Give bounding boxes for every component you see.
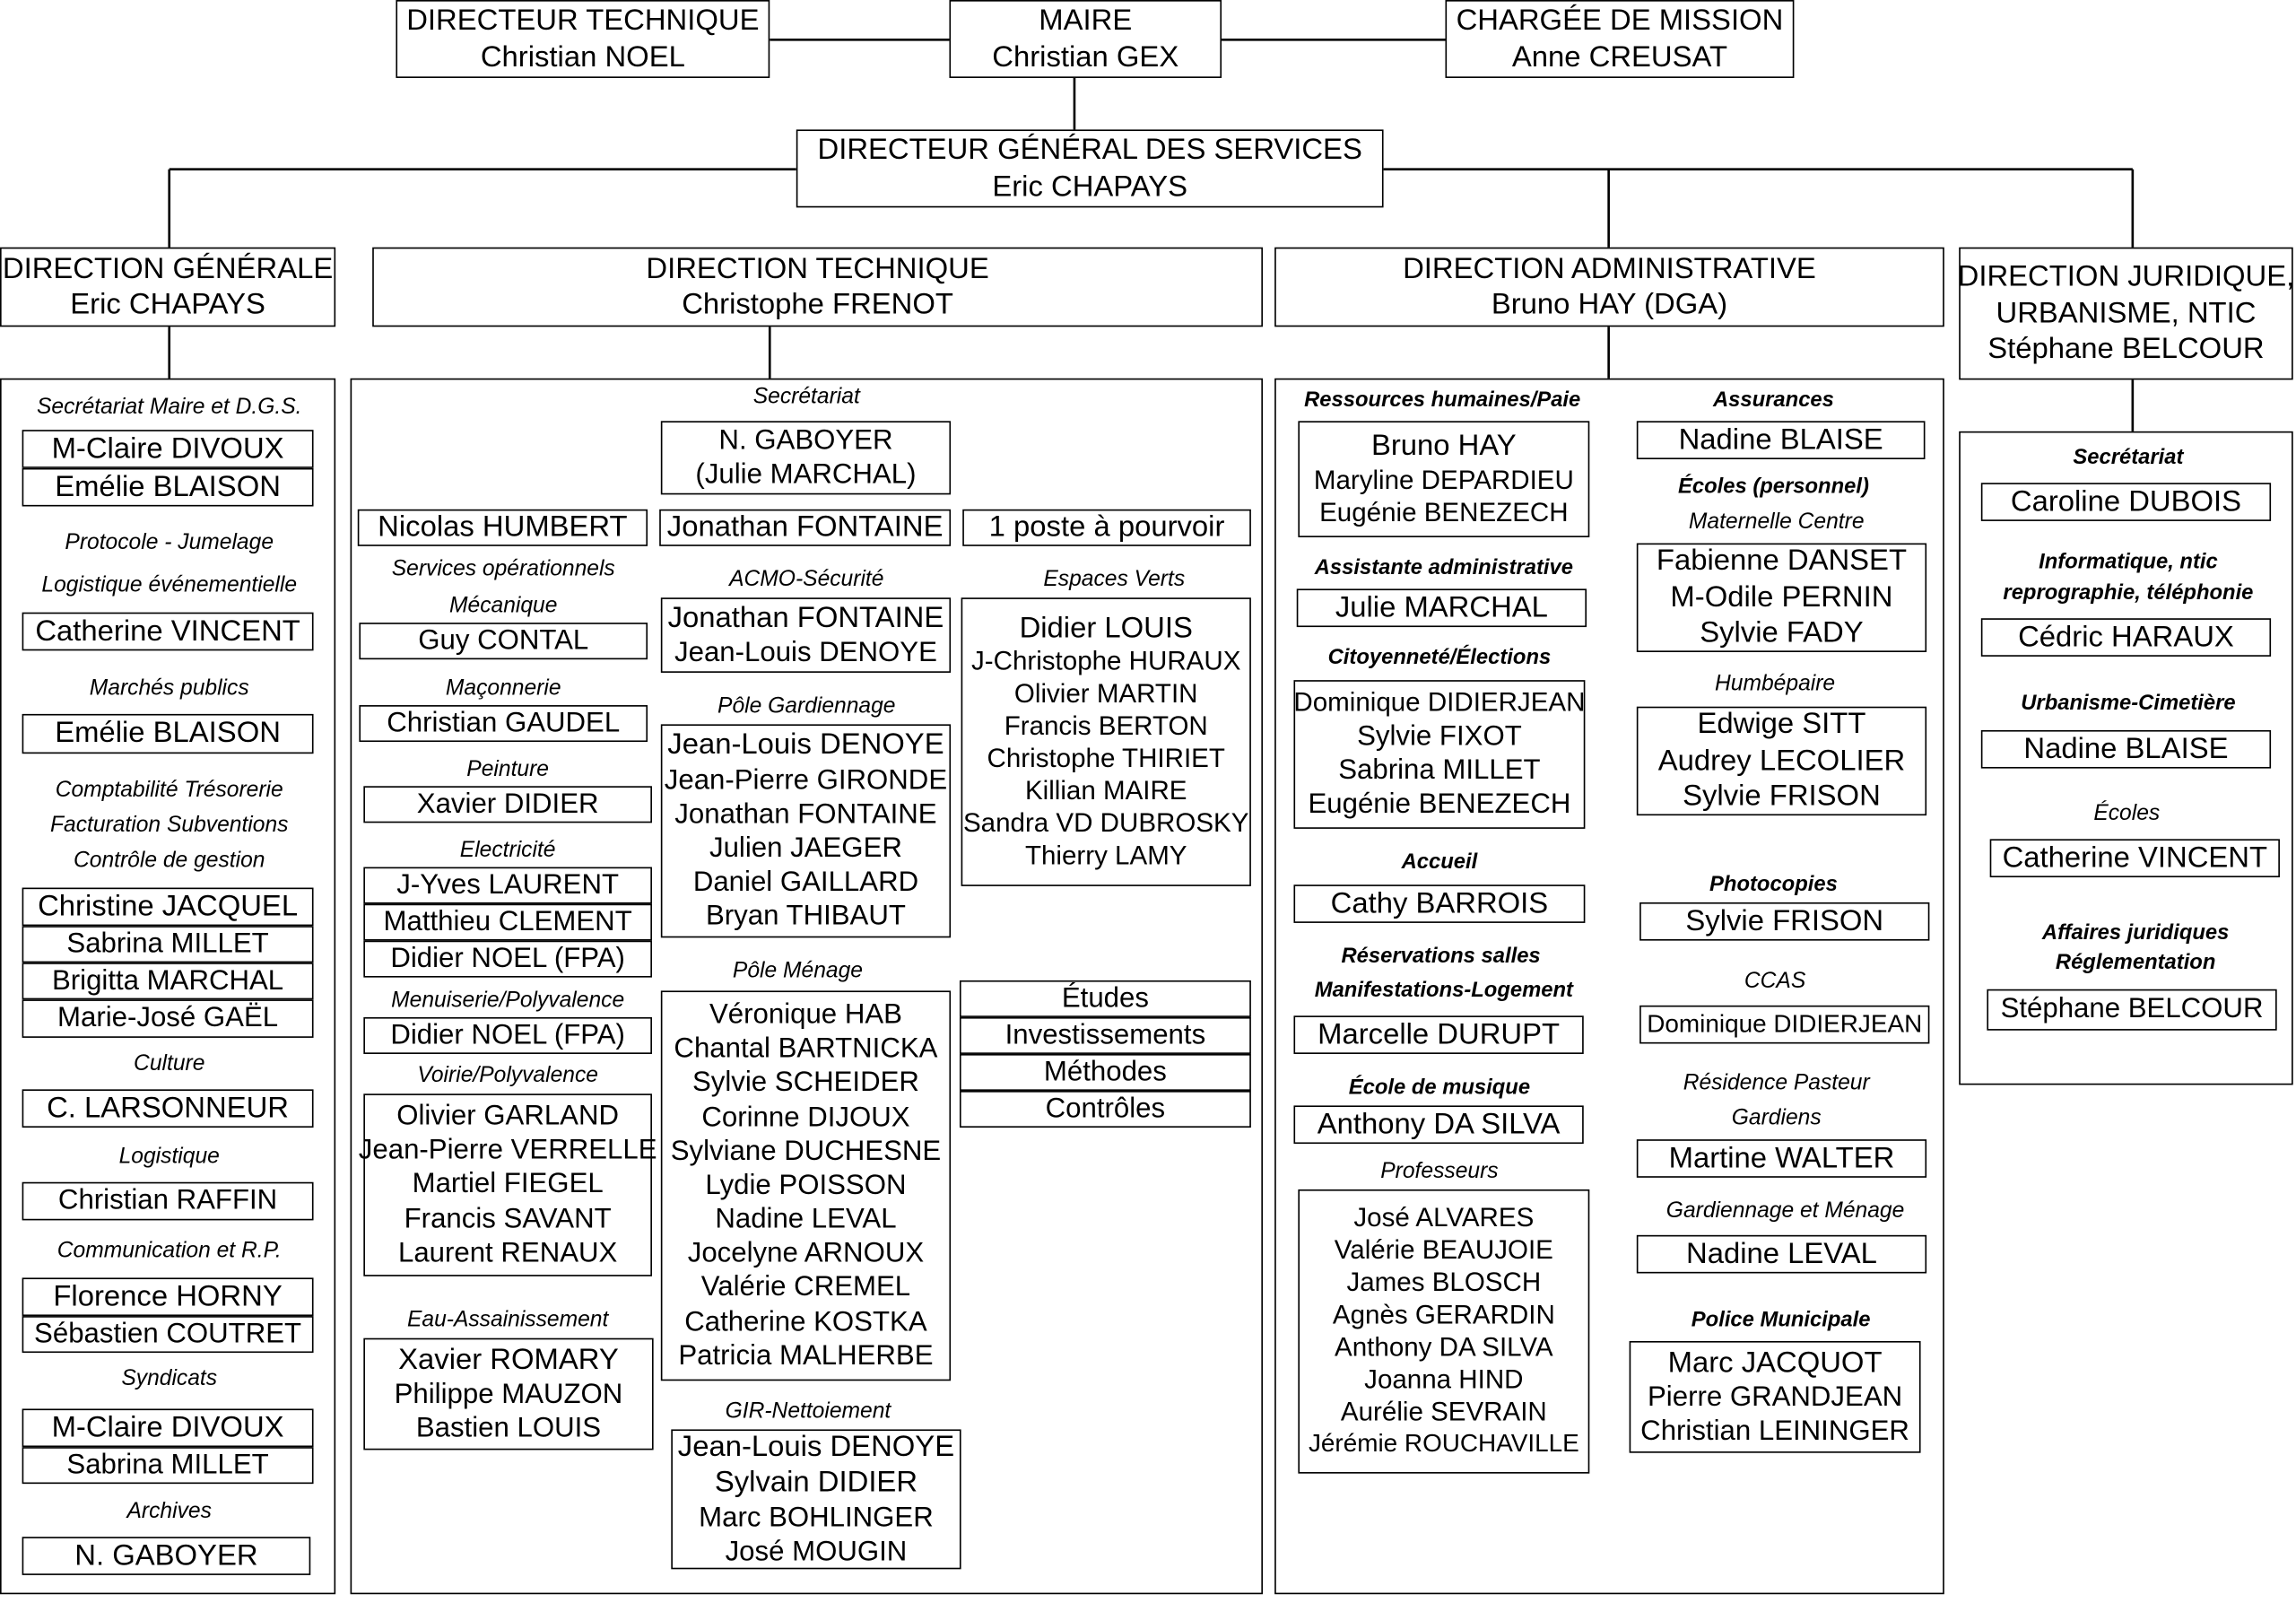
person-name: 1 poste à pourvoir [988,510,1225,544]
person-name: Sébastien COUTRET [34,1319,302,1350]
section-label: Secrétariat Maire et D.G.S. [36,394,302,420]
section-label: Pôle Ménage [732,958,863,984]
box-title: CHARGÉE DE MISSION [1456,4,1784,38]
person-name: Olivier MARTIN [1013,679,1198,709]
person-name: Christine JACQUEL [38,890,299,923]
person-name: Eugénie BENEZECH [1308,788,1571,821]
person-name: Caroline DUBOIS [2010,485,2242,518]
person-name: Brigitta MARCHAL [51,965,284,997]
person-box [1981,483,2271,521]
team-box [358,1093,657,1276]
person-name: Martiel FIEGEL [412,1169,604,1201]
person-name: Christian RAFFIN [57,1185,278,1217]
person-name: Florence HORNY [53,1280,283,1313]
person-name: Xavier ROMARY [398,1343,619,1376]
person-name: Christophe FRENOT [682,288,953,321]
person-name: Eugénie BENEZECH [1319,497,1569,527]
person-name: M-Claire DIVOUX [51,432,284,466]
person-name: Catherine VINCENT [35,614,300,648]
person-box [22,1408,314,1447]
section-label: Accueil [1401,850,1478,875]
person-name: Julie MARCHAL [1335,591,1548,624]
section-label: Voirie/Polyvalence [417,1062,598,1088]
person-box [22,963,314,999]
person-name: Sylvie FIXOT [1357,720,1522,753]
team-box [1637,544,1926,652]
section-label: Professeurs [1380,1158,1499,1184]
person-box [1297,588,1587,627]
person-name: Francis SAVANT [404,1203,612,1235]
function-box [960,1017,1251,1054]
person-name: Eric CHAPAYS [992,170,1188,203]
section-label: Communication et R.P. [57,1238,282,1264]
person-box [1990,839,2280,877]
person-name: (Julie MARCHAL) [695,459,917,491]
person-box [22,1537,311,1575]
section-label: Maternelle Centre [1688,509,1865,535]
person-box [1981,730,2271,769]
box-title-line1: DIRECTION JURIDIQUE, [1957,261,2295,294]
person-name: Patricia MALHERBE [678,1340,934,1372]
section-label: Logistique [118,1144,220,1169]
direction-technique-box [372,248,1263,327]
section-label: Police Municipale [1691,1308,1871,1333]
section-label: GIR-Nettoiement [725,1398,891,1424]
box-title: DIRECTION ADMINISTRATIVE [1403,252,1816,285]
team-box [661,597,951,673]
person-name: Nadine LEVAL [1686,1237,1877,1270]
person-name: Daniel GAILLARD [692,867,919,899]
person-box [22,1447,314,1484]
section-label: Electricité [459,837,556,863]
function-name: Contrôles [1045,1093,1166,1125]
person-box [659,510,951,546]
function-name: Investissements [1004,1020,1206,1051]
function-name: Méthodes [1043,1057,1167,1088]
team-box [363,1338,653,1451]
person-name: Sylvain DIDIER [714,1467,918,1500]
person-name: Aurélie SEVRAIN [1340,1397,1547,1427]
person-name: Marcelle DURUPT [1318,1018,1561,1051]
person-name: Sylvie SCHEIDER [691,1067,919,1099]
person-box [363,786,652,823]
section-label: Photocopies [1709,873,1838,897]
person-name: Olivier GARLAND [396,1101,620,1133]
section-label: Eau-Assainissement [406,1307,609,1333]
section-label: Citoyenneté/Élections [1327,646,1552,670]
person-box [1637,1235,1926,1274]
person-name: Guy CONTAL [418,625,589,657]
section-label: École de musique [1348,1076,1531,1100]
person-name: Dominique DIDIERJEAN [1293,686,1586,717]
section-label: Résidence Pasteur [1683,1070,1870,1095]
person-name: Eric CHAPAYS [70,288,265,321]
section-label: Ressources humaines/Paie [1304,388,1581,413]
person-name: Emélie BLAISON [55,717,281,750]
person-name: Corinne DIJOUX [701,1102,910,1133]
section-label: reprographie, téléphonie [2003,581,2254,605]
team-box [1293,680,1585,829]
person-name: Bruno HAY (DGA) [1491,288,1728,321]
person-name: Stéphane BELCOUR [1987,333,2265,366]
person-box [359,623,648,659]
section-label: Marchés publics [89,675,249,701]
person-box [1637,1139,1926,1178]
person-name: Sylviane DUCHESNE [670,1136,942,1167]
direction-generale-box [0,248,335,327]
function-name: Études [1061,983,1149,1015]
chargee-mission-box [1445,0,1794,78]
person-box [359,705,648,742]
person-name: J-Christophe HURAUX [971,647,1241,676]
person-name: J-Yves LAURENT [396,869,620,902]
directeur-technique-box [396,0,770,78]
person-box [363,1017,652,1054]
box-title: DIRECTEUR TECHNIQUE [406,4,760,38]
team-box [671,1429,961,1569]
person-name: Sandra VD DUBROSKY [962,808,1249,838]
person-name: Didier LOUIS [1019,612,1193,645]
person-box [22,468,314,507]
section-label: Services opérationnels [391,556,615,582]
person-name: Philippe MAUZON [394,1379,623,1411]
dgs-box [796,129,1384,207]
person-name: Nicolas HUMBERT [378,510,628,544]
team-box [1298,1189,1589,1474]
box-title-line2: URBANISME, NTIC [1996,297,2257,330]
person-box [22,430,314,468]
person-name: Jean-Louis DENOYE [674,637,937,669]
person-name: José ALVARES [1353,1203,1535,1233]
team-box [1637,707,1926,815]
section-label: Écoles [2093,800,2161,826]
person-name: Anthony DA SILVA [1335,1332,1553,1363]
person-name: Stéphane BELCOUR [2000,994,2264,1025]
section-label: Réglementation [2055,951,2216,975]
section-label: Espaces Verts [1043,566,1186,592]
section-label: Affaires juridiques [2041,921,2230,945]
section-label: Secrétariat [752,384,860,410]
section-label: Facturation Subventions [49,812,289,838]
section-label: Menuiserie/Polyvalence [391,988,625,1014]
person-name: Catherine VINCENT [2002,841,2268,875]
function-box [960,1054,1251,1091]
person-name: C. LARSONNEUR [47,1092,290,1125]
person-box [22,1089,314,1128]
person-name: N. GABOYER [718,424,893,457]
person-box [1639,902,1929,941]
team-box [1630,1341,1921,1453]
person-name: Christian GEX [992,40,1179,74]
person-name: Sylvie FRISON [1685,904,1884,938]
person-name: Didier NOEL (FPA) [390,943,625,975]
section-label: Écoles (personnel) [1677,475,1869,500]
person-name: Jocelyne ARNOUX [687,1238,925,1269]
person-name: Thierry LAMY [1024,841,1187,870]
person-box [22,613,314,651]
team-box [1298,421,1589,537]
person-name: Sabrina MILLET [1338,754,1541,787]
person-box [363,904,652,941]
person-name: José MOUGIN [725,1537,908,1568]
person-name: Emélie BLAISON [55,470,281,503]
person-name: Christian GAUDEL [387,708,621,739]
person-name: Laurent RENAUX [397,1237,618,1269]
person-name: Marie-José GAËL [57,1003,279,1034]
section-label: Gardiens [1731,1105,1822,1131]
person-box [358,510,648,546]
person-name: Jean-Pierre GIRONDE [664,764,948,797]
person-name: Marc BOHLINGER [699,1503,934,1534]
team-box [961,597,1251,886]
person-box [1293,1105,1583,1144]
person-name: Nadine BLAISE [1678,423,1883,457]
function-box [960,1091,1251,1128]
person-box [1987,989,2276,1031]
section-label: Mécanique [449,593,558,619]
person-name: Jonathan FONTAINE [667,601,944,634]
person-name: Sabrina MILLET [66,928,269,960]
person-box [22,1316,314,1353]
person-name: M-Odile PERNIN [1670,580,1893,614]
person-name: Christophe THIRIET [987,744,1225,773]
person-box [1293,884,1585,923]
person-box [1981,618,2271,657]
section-label: Syndicats [121,1365,218,1391]
person-name: Valérie CREMEL [700,1272,911,1304]
person-box [1293,1015,1583,1054]
section-label: Comptabilité Trésorerie [55,777,283,803]
section-label: Pôle Gardiennage [718,693,896,719]
person-name: Christian LEININGER [1640,1416,1909,1448]
person-box [22,999,314,1038]
person-name: Pierre GRANDJEAN [1648,1381,1903,1414]
section-label: Urbanisme-Cimetière [2021,692,2236,716]
person-name: Jean-Louis DENOYE [677,1430,955,1464]
person-name: Catherine KOSTKA [684,1306,927,1338]
person-name: Nadine BLAISE [2023,732,2229,766]
section-label: Assurances [1712,388,1834,413]
person-box [363,867,652,904]
maire-box [949,0,1222,78]
function-box [960,980,1251,1017]
vacant-post-box [962,510,1251,546]
person-box [1637,421,1926,459]
person-name: Valérie BEAUJOIE [1334,1235,1553,1266]
person-name: Agnès GERARDIN [1332,1300,1555,1330]
person-name: Julien JAEGER [709,833,902,865]
person-name: Matthieu CLEMENT [383,906,632,938]
direction-administrative-box [1274,248,1944,327]
box-title: DIRECTEUR GÉNÉRAL DES SERVICES [817,134,1362,167]
section-label: Manifestations-Logement [1314,979,1573,1003]
section-label: CCAS [1744,968,1806,994]
person-name: Bruno HAY [1370,430,1517,463]
section-label: Culture [134,1050,205,1076]
person-name: Anthony DA SILVA [1317,1108,1561,1141]
person-name: Cédric HARAUX [2018,621,2234,654]
person-name: Didier NOEL (FPA) [390,1020,625,1051]
person-box [22,714,314,754]
person-name: Anne CREUSAT [1511,40,1728,74]
person-name: Maryline DEPARDIEU [1313,465,1574,494]
person-name: Jean-Louis DENOYE [667,728,944,762]
direction-juridique-box [1959,248,2293,380]
section-label: Maçonnerie [445,675,561,701]
person-name: M-Claire DIVOUX [51,1411,284,1444]
person-name: Lydie POISSON [705,1170,907,1201]
section-label: Peinture [466,756,550,782]
person-name: Edwige SITT [1697,709,1866,742]
box-title: DIRECTION TECHNIQUE [646,252,989,285]
person-box [22,1277,314,1316]
person-name: Sabrina MILLET [66,1450,269,1481]
person-name: Martine WALTER [1668,1142,1895,1175]
box-title: MAIRE [1039,4,1133,38]
person-name: Jean-Pierre VERRELLE [358,1135,657,1167]
section-label: Assistante administrative [1314,556,1574,580]
person-name: Christian NOEL [480,40,685,74]
person-name: Joanna HIND [1364,1364,1524,1395]
person-name: Sylvie FRISON [1683,780,1881,814]
section-label: Logistique événementielle [41,572,298,598]
box-title: DIRECTION GÉNÉRALE [2,252,334,285]
person-name: N. GABOYER [74,1539,258,1573]
person-name: Nadine LEVAL [715,1204,897,1235]
section-label: Secrétariat [2073,446,2184,470]
section-label: ACMO-Sécurité [729,566,884,592]
section-label: Protocole - Jumelage [65,529,274,555]
person-name: Bryan THIBAUT [705,902,906,933]
person-name: Jonathan FONTAINE [666,510,944,544]
person-name: Marc JACQUOT [1667,1346,1883,1380]
person-name: Chantal BARTNICKA [674,1033,938,1065]
person-name: Audrey LECOLIER [1657,745,1906,778]
person-box [363,941,652,978]
person-name: Dominique DIDIERJEAN [1647,1009,1923,1038]
section-label: Informatique, ntic [2039,550,2218,575]
section-label: Réservations salles [1341,945,1541,969]
person-name: Sylvie FADY [1700,616,1864,650]
team-box [661,990,951,1381]
person-box [1639,1006,1929,1044]
person-name: James BLOSCH [1346,1268,1542,1298]
person-box [22,888,314,927]
person-name: Jonathan FONTAINE [674,798,937,831]
section-label: Gardiennage et Ménage [1665,1198,1905,1224]
team-box [661,724,951,937]
person-name: Véronique HAB [709,999,902,1031]
person-box [22,1182,314,1221]
section-label: Archives [126,1498,212,1524]
person-box [22,926,314,963]
person-name: Cathy BARROIS [1330,887,1549,920]
person-name: Fabienne DANSET [1656,544,1908,578]
person-name: Francis BERTON [1004,711,1208,741]
section-label: Humbépaire [1715,671,1836,697]
secretariat-box [661,421,951,494]
section-label: Contrôle de gestion [73,848,265,874]
person-name: Killian MAIRE [1024,776,1187,806]
person-name: Jérémie ROUCHAVILLE [1308,1429,1579,1458]
person-name: Xavier DIDIER [416,788,599,820]
person-name: Bastien LOUIS [415,1413,602,1445]
